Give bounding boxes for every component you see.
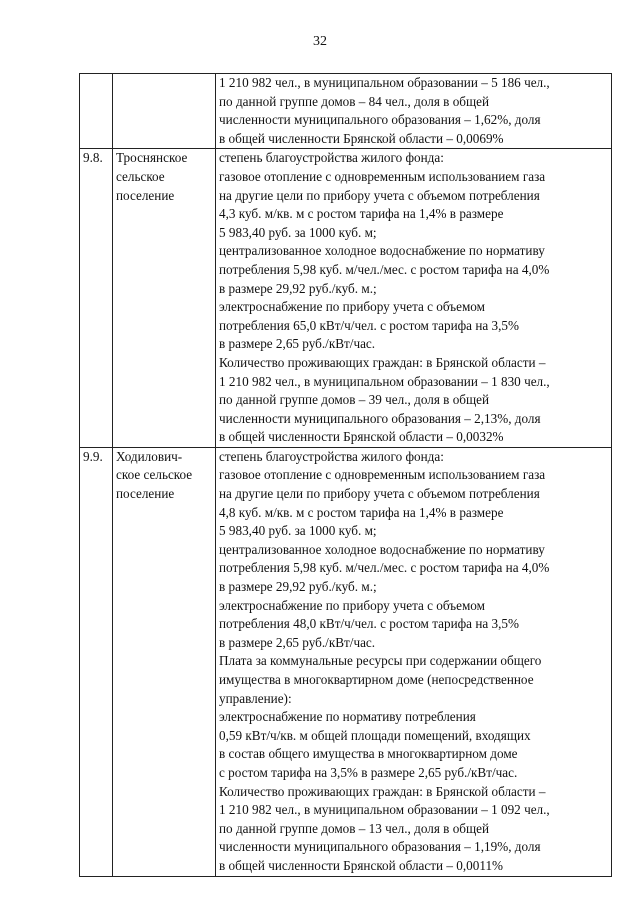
row-number: 9.8. — [83, 150, 103, 166]
description-line: 4,8 куб. м/кв. м с ростом тарифа на 1,4% в размере — [219, 504, 504, 520]
row-number-cell — [80, 447, 113, 876]
description-line: имущества в многоквартирном доме (непосредственное — [219, 672, 534, 687]
settlement-name-cell — [113, 447, 216, 876]
description-line: в общей численности Брянской области – 0,0032% — [219, 429, 504, 445]
description-line: централизованное холодное водоснабжение по нормативу — [219, 541, 545, 557]
settlement-name-cell — [113, 74, 216, 149]
description-line: Количество проживающих граждан: в Брянской области – — [219, 354, 546, 370]
settlement-name-line: сельское — [116, 168, 165, 184]
description-line: электроснабжение по прибору учета с объемом — [219, 597, 485, 613]
description-line: по данной группе домов – 13 чел., доля в общей — [219, 820, 490, 836]
description-line: численности муниципального образования – 1,62%, доля — [219, 112, 541, 128]
description-line: в общей численности Брянской области – 0,0011% — [219, 857, 504, 873]
table-row — [80, 74, 612, 149]
description-line: 5 983,40 руб. за 1000 куб. м; — [219, 224, 377, 240]
description-line: в размере 29,92 руб./куб. м.; — [219, 579, 377, 595]
description-line: потребления 5,98 куб. м/чел./мес. с ростом тарифа на 4,0% — [219, 560, 550, 576]
row-number: 9.9. — [83, 448, 103, 464]
settlement-name-line: ское сельское — [116, 467, 193, 483]
description-line: централизованное холодное водоснабжение по нормативу — [219, 243, 545, 259]
settlement-name-cell — [113, 149, 216, 448]
description-cell — [216, 74, 612, 149]
row-number-cell — [80, 149, 113, 448]
description-line: численности муниципального образования – 2,13%, доля — [219, 410, 541, 426]
description-line: численности муниципального образования – 1,19%, доля — [219, 839, 541, 855]
tariff-table — [79, 73, 612, 877]
description-cell — [216, 149, 612, 448]
description-line: в состав общего имущества в многоквартирном доме — [219, 746, 518, 762]
description-line: Количество проживающих граждан: в Брянской области – — [219, 783, 546, 799]
description-line: 4,3 куб. м/кв. м с ростом тарифа на 1,4% в размере — [219, 206, 504, 222]
description-line: газовое отопление с одновременным использованием газа — [219, 168, 546, 184]
description-line: на другие цели по прибору учета с объемом потребления — [219, 187, 540, 203]
description-line: электроснабжение по нормативу потребления — [219, 709, 476, 725]
description-line: 1 210 982 чел., в муниципальном образовании – 1 092 чел., — [219, 802, 550, 818]
description-line: электроснабжение по прибору учета с объемом — [219, 299, 485, 315]
description-line: степень благоустройства жилого фонда: — [219, 150, 444, 166]
description-line: по данной группе домов – 39 чел., доля в общей — [219, 392, 490, 408]
row-number-cell — [80, 74, 113, 149]
settlement-name-line: поселение — [116, 187, 175, 203]
description-line: газовое отопление с одновременным использованием газа — [219, 467, 546, 483]
description-line: в размере 2,65 руб./кВт/час. — [219, 634, 376, 650]
description-line: Плата за коммунальные ресурсы при содержании общего — [219, 653, 542, 669]
tariff-table-body — [80, 74, 612, 877]
settlement-name-line: Ходилович- — [116, 448, 183, 464]
description-line: 1 210 982 чел., в муниципальном образовании – 1 830 чел., — [219, 373, 550, 389]
description-line: потребления 48,0 кВт/ч/чел. с ростом тарифа на 3,5% — [219, 616, 519, 632]
description-line: степень благоустройства жилого фонда: — [219, 448, 444, 464]
description-line: по данной группе домов – 84 чел., доля в общей — [219, 93, 490, 109]
description-line: на другие цели по прибору учета с объемом потребления — [219, 486, 540, 502]
description-line: в размере 29,92 руб./куб. м.; — [219, 280, 377, 296]
description-line: потребления 65,0 кВт/ч/чел. с ростом тарифа на 3,5% — [219, 317, 519, 333]
description-line: потребления 5,98 куб. м/чел./мес. с ростом тарифа на 4,0% — [219, 261, 550, 277]
description-line: с ростом тарифа на 3,5% в размере 2,65 руб./кВт/час. — [219, 764, 518, 780]
settlement-name-line: Троснянское — [116, 150, 188, 166]
table-row — [80, 149, 612, 448]
description-line: управление): — [219, 690, 292, 706]
settlement-name-line: поселение — [116, 486, 175, 502]
description-line: в общей численности Брянской области – 0,0069% — [219, 130, 504, 146]
description-line: 5 983,40 руб. за 1000 куб. м; — [219, 523, 377, 539]
description-cell — [216, 447, 612, 876]
description-line: 1 210 982 чел., в муниципальном образовании – 5 186 чел., — [219, 75, 550, 90]
description-line: в размере 2,65 руб./кВт/час. — [219, 336, 376, 352]
page-number: 32 — [313, 34, 327, 49]
description-line: 0,59 кВт/ч/кв. м общей площади помещений, входящих — [219, 727, 531, 743]
table-row — [80, 447, 612, 876]
